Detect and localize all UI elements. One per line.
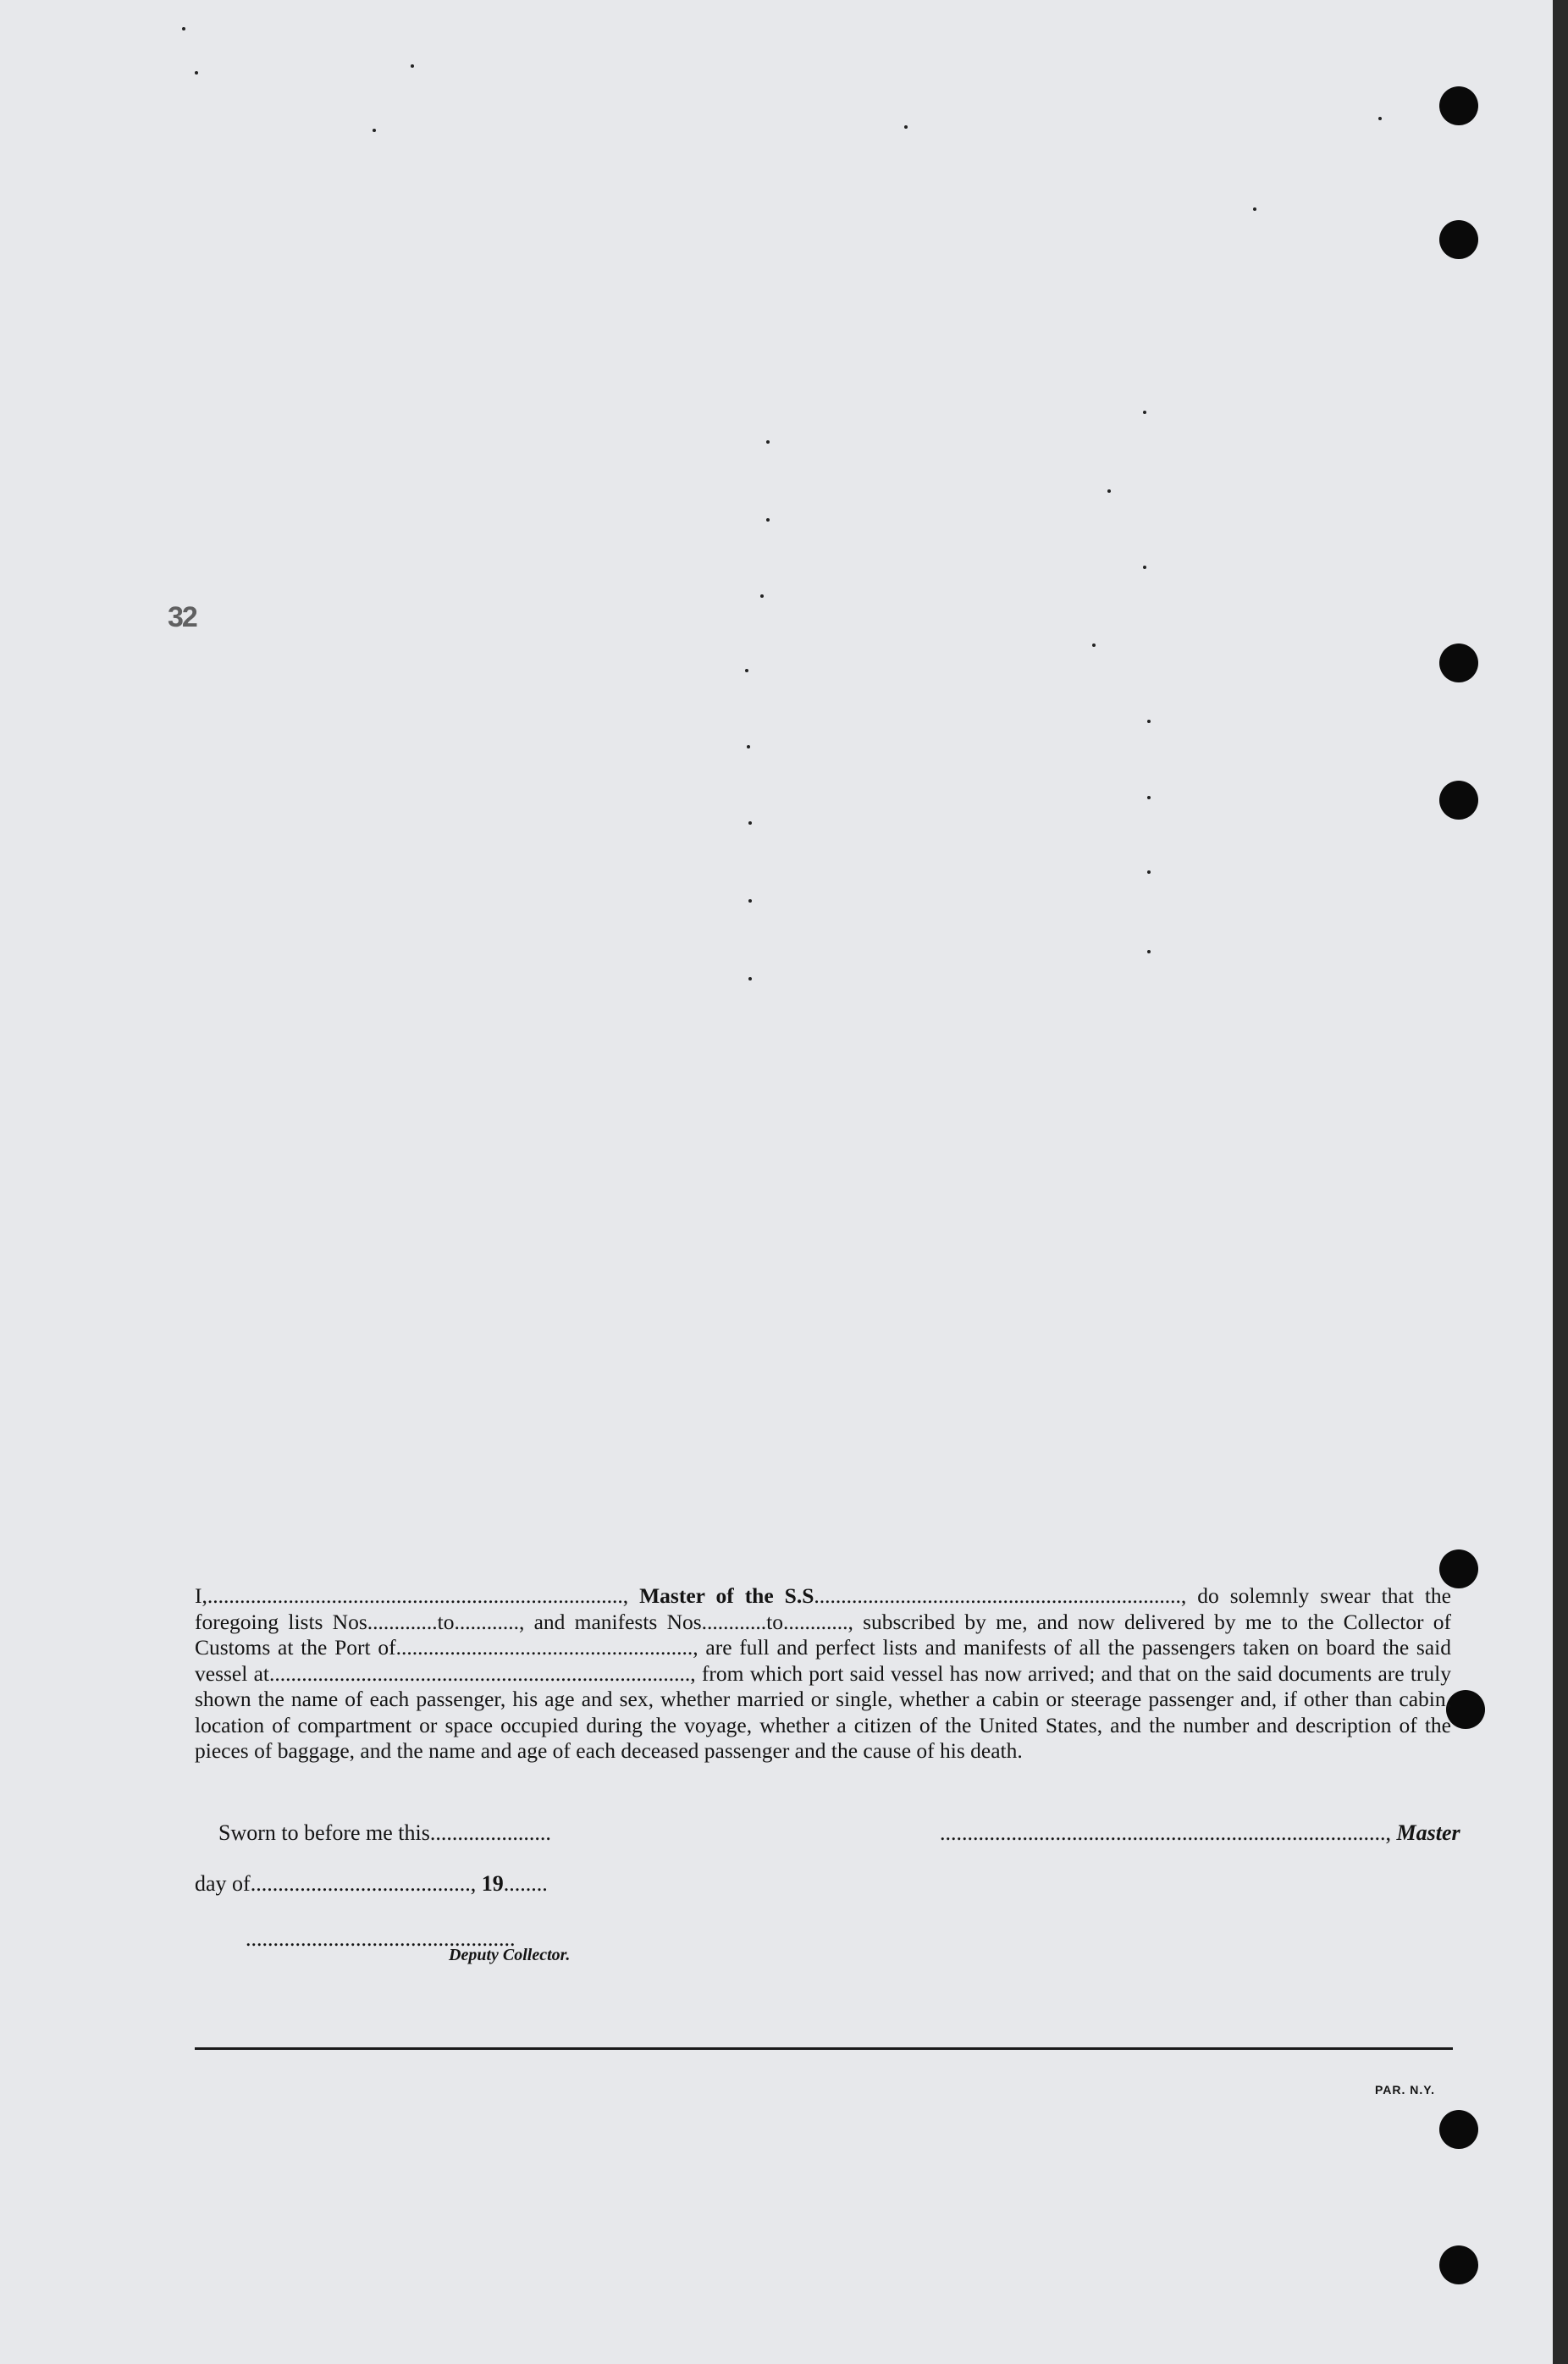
ink-speck: [904, 125, 908, 129]
ink-speck: [1147, 796, 1151, 799]
ink-speck: [1147, 950, 1151, 953]
deputy-signature-line: .................................................: [246, 1926, 516, 1951]
master-signature-line: [940, 1820, 1460, 1846]
punch-hole: [1439, 781, 1478, 820]
horizontal-rule: [195, 2047, 1453, 2050]
master-dotted-line: .................................................................................,: [940, 1820, 1397, 1845]
ink-speck: [411, 64, 414, 68]
year-prefix: 19: [481, 1871, 504, 1896]
sworn-before-line: Sworn to before me this......................: [218, 1820, 551, 1845]
ink-speck: [766, 518, 770, 522]
ink-speck: [748, 899, 752, 903]
punch-hole: [1439, 220, 1478, 259]
punch-hole: [1439, 86, 1478, 125]
footer-form-code: PAR. N.Y.: [1375, 2083, 1435, 2096]
ink-speck: [1143, 566, 1146, 569]
punch-hole: [1439, 643, 1478, 682]
stamp-mark: 32: [168, 601, 196, 633]
page-edge-shadow: [1553, 0, 1568, 2364]
oath-master-of-ss: Master of the S.S: [639, 1583, 814, 1608]
master-label: Master: [1396, 1820, 1460, 1845]
ink-speck: [748, 821, 752, 825]
ink-speck: [1253, 207, 1256, 211]
ink-speck: [195, 71, 198, 75]
ink-speck: [1147, 720, 1151, 723]
year-blank: ........: [503, 1871, 548, 1896]
ink-speck: [1378, 117, 1382, 120]
ink-speck: [373, 129, 376, 132]
day-of-text: day of........................................,: [195, 1871, 482, 1896]
punch-hole: [1446, 1690, 1485, 1729]
ink-speck: [1092, 643, 1096, 647]
ink-speck: [766, 440, 770, 444]
oath-paragraph: [195, 1583, 1451, 1765]
ink-speck: [1107, 489, 1111, 493]
ink-speck: [1147, 870, 1151, 874]
date-line: [195, 1871, 548, 1897]
ink-speck: [182, 27, 185, 30]
punch-hole: [1439, 2245, 1478, 2284]
ink-speck: [748, 977, 752, 980]
punch-hole: [1439, 2110, 1478, 2149]
deputy-collector-label: Deputy Collector.: [449, 1946, 571, 1964]
ink-speck: [760, 594, 764, 598]
ink-speck: [745, 669, 748, 672]
oath-text-body: ...................................................................., do solemnly swear that the foregoing lists Nos.............to............, and manifests Nos............to............, subscribed by me, and now delivered by me to the Collector of Customs at the Port of......................................................., are full and perfect lists and manifests of all the passengers taken on board the said vessel at.............................................................................., from which port said vessel has now arrived; and that on the said documents are truly shown the name of each passenger, his age and sex, whether married or single, whether a cabin or steerage passenger and, if other than cabin, location of compartment or space occupied during the voyage, whether a citizen of the United States, and the number and description of the pieces of baggage, and the name and age of each deceased passenger and the cause of his death.: [195, 1583, 1451, 1763]
ink-speck: [747, 745, 750, 748]
ink-speck: [1143, 411, 1146, 414]
oath-text-start: I,.............................................................................,: [195, 1583, 640, 1608]
